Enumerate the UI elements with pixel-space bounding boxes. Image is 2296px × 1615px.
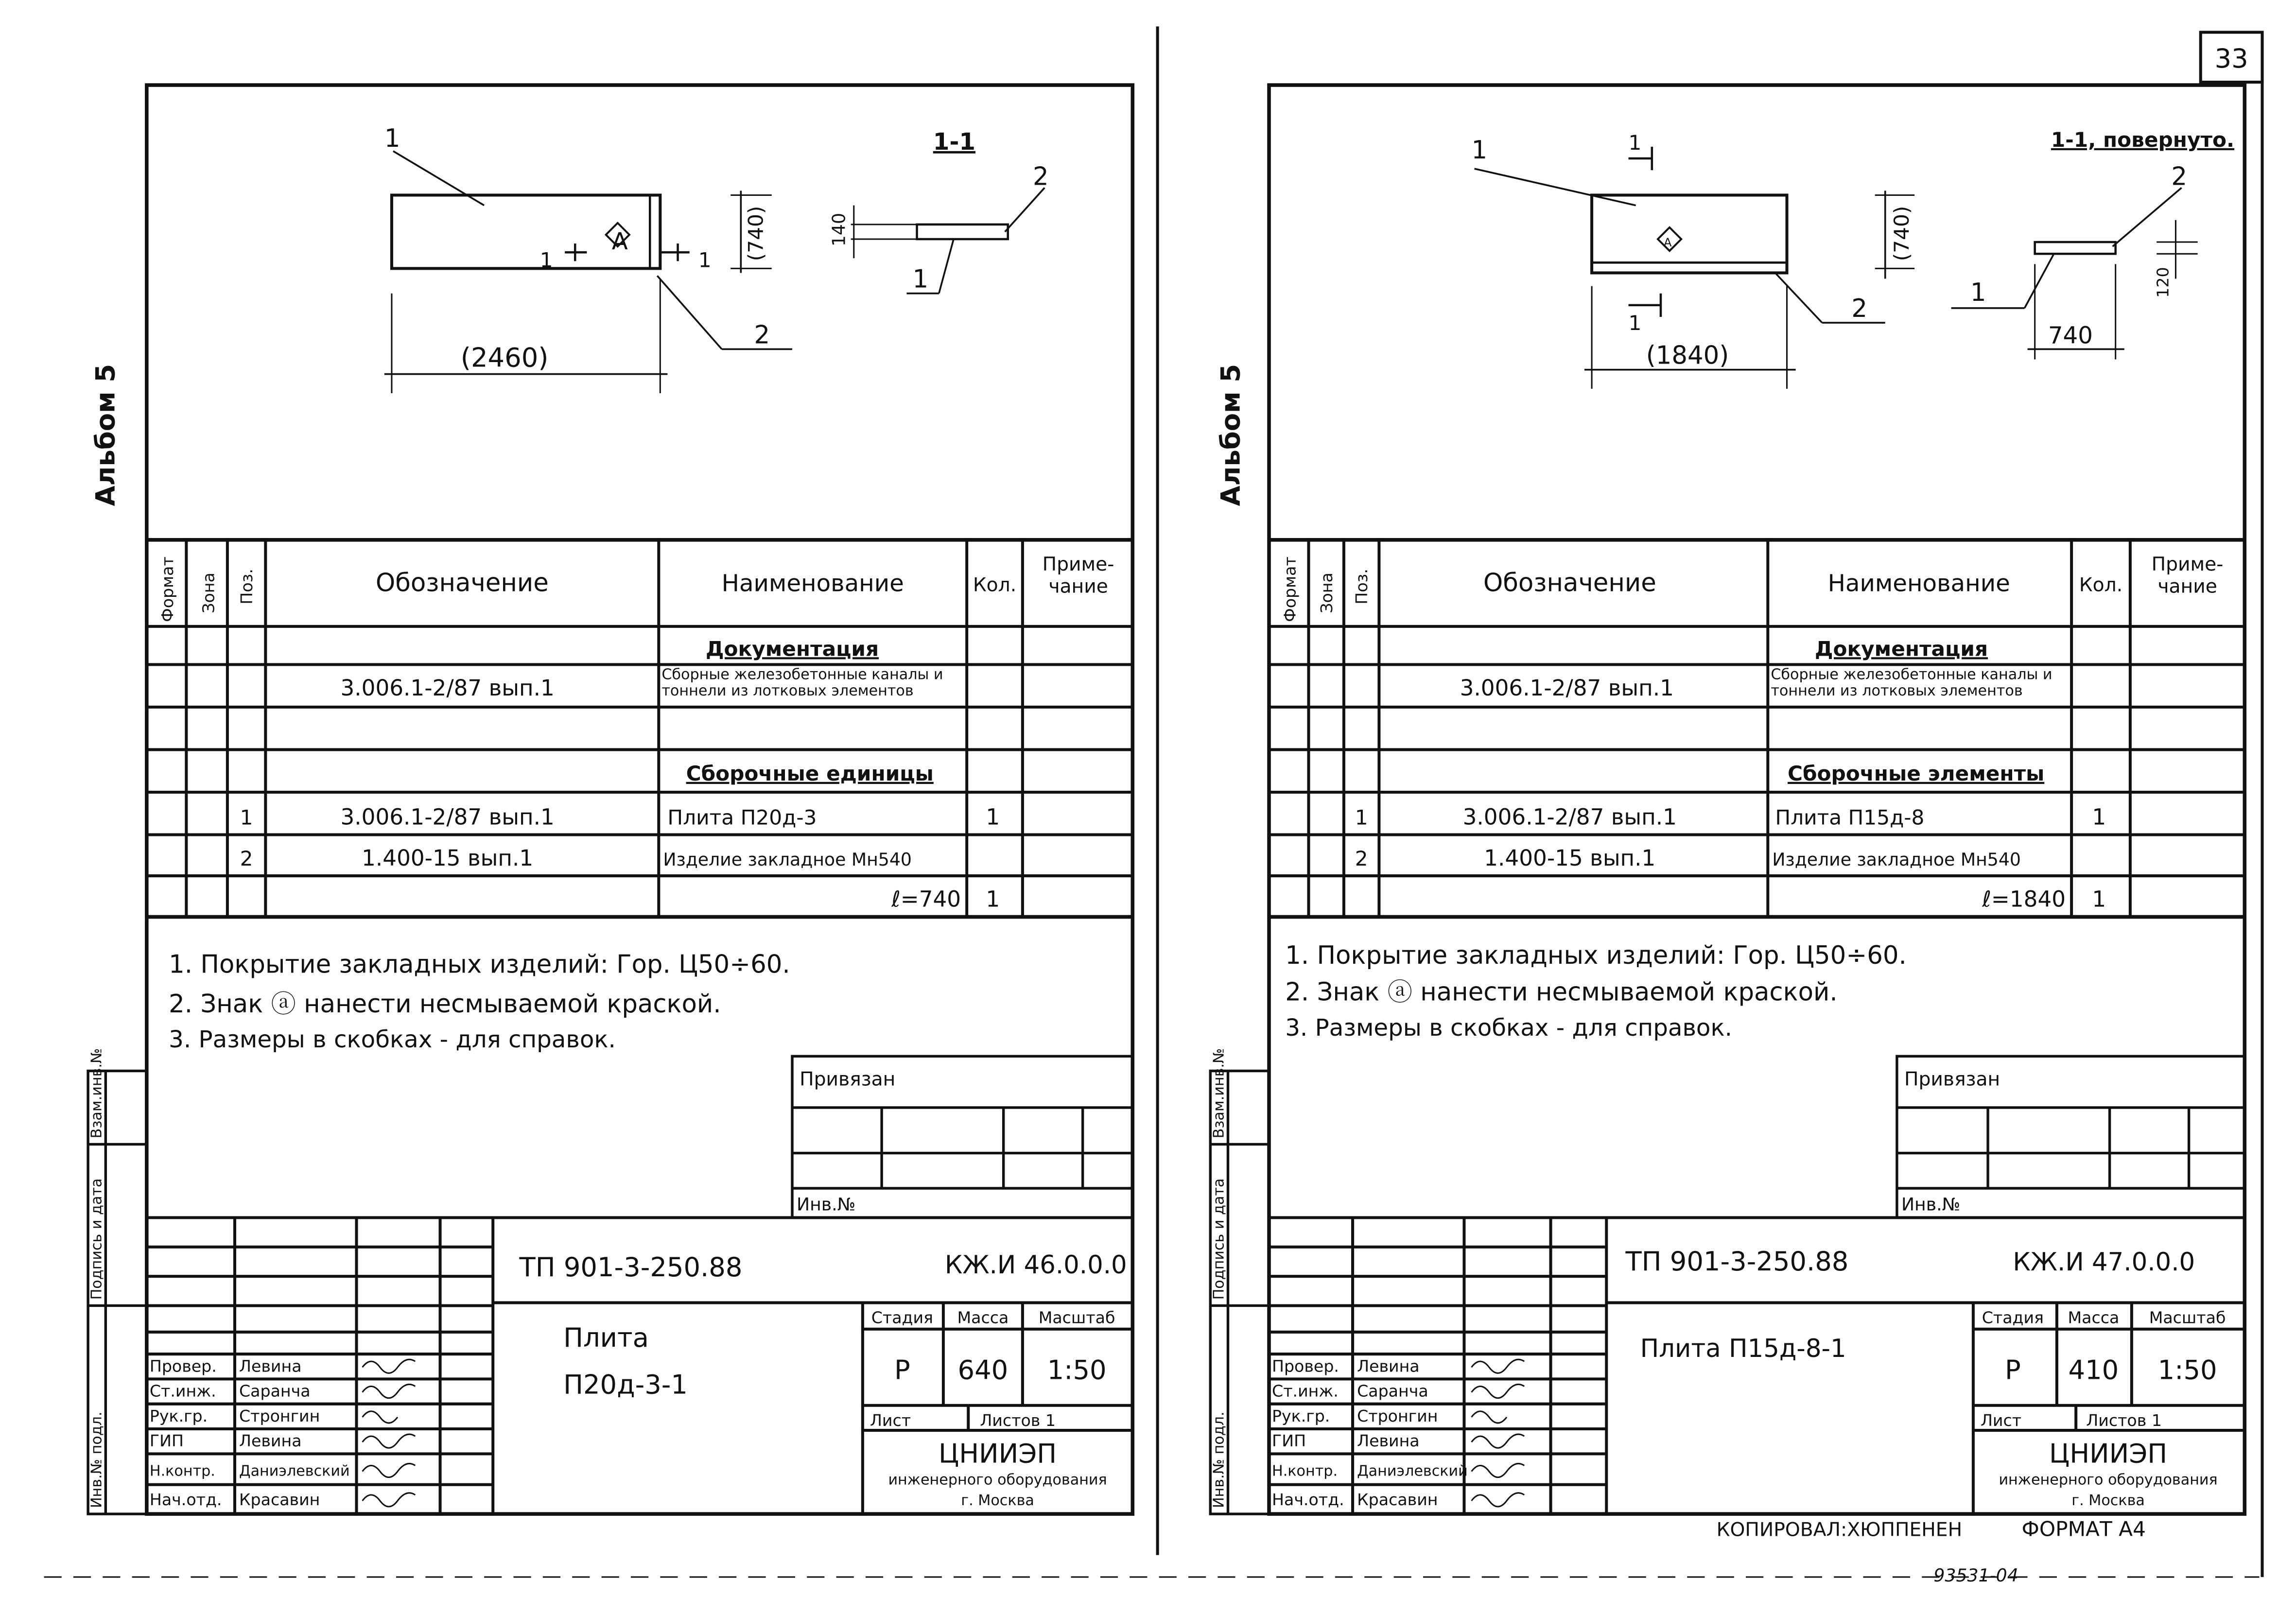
stage-label: Стадия [871,1308,934,1327]
height-dim: (740) [1890,206,1914,261]
header-name: Наименование [1827,570,2010,597]
scale-value: 1:50 [1047,1355,1107,1386]
role: Рук.гр. [149,1406,208,1425]
title-line-1: Плита П15д-8-1 [1640,1334,1846,1364]
row-pos: 2 [240,846,253,870]
role: ГИП [149,1431,184,1451]
header-format: Формат [158,556,177,622]
length-dim: (2460) [460,342,549,373]
row-qty: 1 [986,886,1000,912]
section-height: 140 [828,212,850,247]
org-city: г. Москва [961,1492,1034,1509]
row-designation: 1.400-15 вып.1 [362,845,534,871]
page-number: 33 [2214,43,2248,74]
person: Саранча [239,1381,311,1401]
org-name: ЦНИИЭП [939,1438,1057,1469]
mass-label: Масса [2068,1308,2120,1327]
header-pos: Поз. [1352,569,1372,605]
stage-label: Стадия [1982,1308,2044,1327]
header-pos: Поз. [237,569,257,605]
row-pos: 2 [1355,846,1368,870]
sheets-count: Листов 1 [980,1410,1056,1430]
inv-label: Инв.№ [1901,1194,1961,1215]
section-callout-2: 2 [2171,162,2188,191]
row-name: Плита П15д-8 [1775,805,1925,830]
mass-label: Масса [957,1308,1009,1327]
role: Провер. [1272,1356,1339,1376]
doc-code: ТП 901-3-250.88 [519,1252,743,1283]
person: Даниэлевский [1357,1462,1468,1480]
row-name: Документация [1814,637,1988,661]
row-name: Документация [705,637,879,661]
stage-value: Р [894,1355,910,1386]
header-name: Наименование [721,570,904,597]
role: Н.контр. [1272,1462,1338,1480]
header-qty: Кол. [2079,574,2123,596]
title-line-2: П20д-3-1 [563,1369,688,1400]
stage-value: Р [2004,1355,2021,1386]
role: Ст.инж. [149,1381,216,1401]
section-callout-1: 1 [912,264,929,294]
callout-2: 2 [754,320,770,350]
side-col-inv: Инв.№ подл. [88,1411,105,1509]
mass-value: 640 [957,1355,1009,1386]
privyazan-label: Привязан [1904,1068,2000,1091]
row-name: Изделие закладное Мн540 [1772,849,2021,870]
callout-1: 1 [384,123,400,153]
sheet-right [1210,85,2244,1514]
row-name: ℓ=1840 [1982,886,2066,912]
copy-note: КОПИРОВАЛ:ХЮППЕНЕН [1716,1519,1963,1541]
header-note: Приме-чание [2151,554,2224,599]
row-name: ℓ=740 [891,886,961,912]
header-note: Приме-чание [1042,554,1114,599]
sheet-code: КЖ.И 46.0.0.0 [944,1250,1127,1280]
row-name: Изделие закладное Мн540 [663,849,912,870]
side-col-replace: Взам.инв.№ [88,1048,105,1139]
org-sub: инженерного оборудования [1999,1471,2218,1489]
person: Саранча [1357,1381,1428,1401]
callout-1: 1 [1471,135,1488,165]
sheet-code: КЖ.И 47.0.0.0 [2013,1248,2195,1277]
side-col-sign: Подпись и дата [1210,1178,1228,1300]
format-note: ФОРМАТ А4 [2021,1517,2146,1541]
row-name: Сборные железобетонные каналы и тоннели из лотковых элементов [661,667,943,700]
section-1-1 [1951,128,2235,360]
section-mark-b: 1 [698,248,712,272]
row-designation: 1.400-15 вып.1 [1484,845,1656,871]
role: Рук.гр. [1272,1406,1330,1425]
row-name: Сборочные элементы [1788,761,2045,785]
header-designation: Обозначение [1483,568,1656,598]
role: ГИП [1272,1431,1306,1451]
person: Красавин [1357,1490,1438,1509]
person: Даниэлевский [239,1462,350,1480]
section-height: 120 [2153,267,2173,298]
side-col-sign: Подпись и дата [88,1178,105,1300]
scale-label: Масштаб [1038,1308,1115,1327]
row-pos: 1 [1355,805,1368,830]
plate-elevation [384,124,792,393]
header-format: Формат [1280,556,1300,622]
title-line-1: Плита [563,1322,649,1353]
section-callout-1: 1 [1970,278,1986,307]
length-dim: (1840) [1646,341,1729,370]
note-3: 3. Размеры в скобках - для справок. [1285,1014,1732,1042]
width-dim: 740 [2048,322,2093,349]
header-designation: Обозначение [375,568,549,598]
scale-value: 1:50 [2157,1355,2217,1386]
row-qty: 1 [2092,804,2106,830]
person: Красавин [239,1490,320,1509]
scale-label: Масштаб [2149,1308,2226,1327]
section-mark-a: 1 [1628,130,1642,155]
mark-symbol: A [1663,236,1672,250]
note-2: 2. Знак ⓐ нанести несмываемой краской. [169,989,721,1019]
callout-2: 2 [1851,294,1867,323]
row-name: Плита П20д-3 [667,805,817,830]
note-1: 1. Покрытие закладных изделий: Гор. Ц50÷60. [169,950,790,979]
row-qty: 1 [2092,886,2106,912]
spec-table [1269,540,2244,917]
note-3: 3. Размеры в скобках - для справок. [169,1026,616,1054]
section-label: 1-1 [933,128,976,156]
person: Левина [1357,1356,1420,1376]
person: Стронгин [239,1406,320,1425]
header-zone: Зона [199,573,218,613]
org-name: ЦНИИЭП [2049,1438,2168,1469]
row-name: Сборочные единицы [686,761,934,785]
section-callout-2: 2 [1033,162,1049,191]
album-label: Альбом 5 [90,364,121,506]
spec-table [147,540,1132,917]
mark-symbol: A [611,228,628,256]
row-qty: 1 [986,804,1000,830]
header-zone: Зона [1317,573,1336,613]
mass-value: 410 [2068,1355,2119,1386]
sheets-count: Листов 1 [2086,1410,2162,1430]
org-city: г. Москва [2071,1492,2145,1509]
role: Ст.инж. [1272,1381,1339,1401]
inv-label: Инв.№ [797,1194,856,1215]
section-mark-a: 1 [539,248,553,272]
side-col-inv: Инв.№ подл. [1210,1411,1228,1509]
section-mark-b: 1 [1628,311,1642,335]
album-label: Альбом 5 [1215,364,1246,506]
note-2: 2. Знак ⓐ нанести несмываемой краской. [1285,977,1838,1007]
org-sub: инженерного оборудования [888,1471,1107,1489]
role: Нач.отд. [149,1490,222,1509]
role: Н.контр. [149,1462,215,1480]
note-1: 1. Покрытие закладных изделий: Гор. Ц50÷60. [1285,941,1907,971]
sheet-label: Лист [870,1410,911,1430]
person: Левина [1357,1431,1420,1451]
header-qty: Кол. [973,574,1017,596]
person: Стронгин [1357,1406,1438,1425]
row-designation: 3.006.1-2/87 вып.1 [340,675,555,701]
section-label: 1-1, повернуто. [2051,127,2235,152]
side-col-replace: Взам.инв.№ [1210,1048,1228,1139]
row-designation: 3.006.1-2/87 вып.1 [340,804,555,830]
bottom-stamp: 93531-04 [1933,1564,2018,1586]
section-1-1 [829,128,1049,294]
row-designation: 3.006.1-2/87 вып.1 [1460,675,1674,701]
row-pos: 1 [240,805,253,830]
person: Левина [239,1356,302,1376]
privyazan-label: Привязан [800,1068,896,1091]
role: Нач.отд. [1272,1490,1344,1509]
row-designation: 3.006.1-2/87 вып.1 [1462,804,1677,830]
doc-code: ТП 901-3-250.88 [1625,1246,1849,1277]
row-name: Сборные железобетонные каналы и тоннели из лотковых элементов [1771,667,2052,700]
height-dim: (740) [744,206,768,261]
role: Провер. [149,1356,217,1376]
person: Левина [239,1431,302,1451]
sheet-label: Лист [1980,1410,2022,1430]
sheet-left [88,85,1132,1514]
plate-elevation [1472,131,1915,389]
